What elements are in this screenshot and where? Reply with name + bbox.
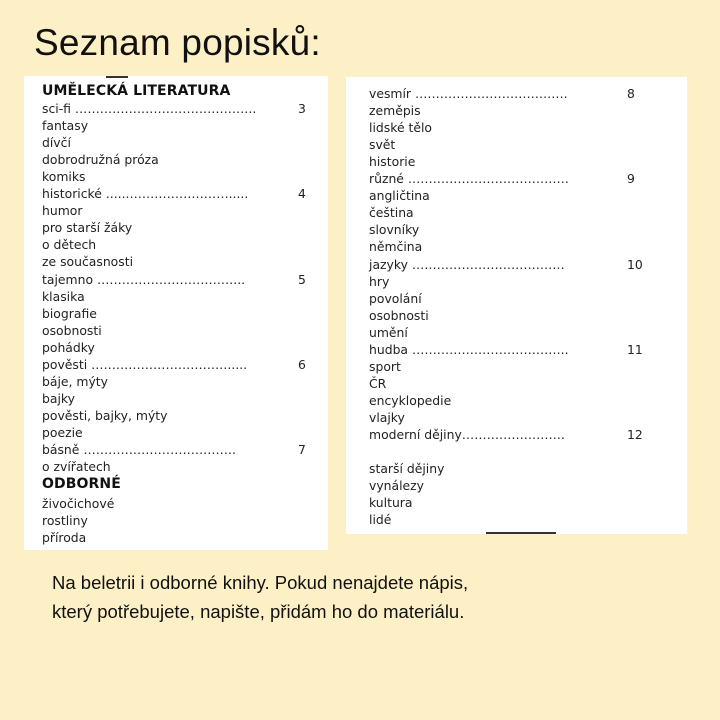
note-line-1: Na beletrii i odborné knihy. Pokud nenajdete nápis, [52, 572, 469, 593]
list-item [369, 426, 643, 443]
list-item-label: vlajky [369, 409, 405, 425]
list-item-label: angličtina [369, 188, 430, 204]
list-item [369, 511, 391, 528]
list-item [42, 271, 306, 288]
page-number: 4 [298, 186, 306, 202]
list-item [42, 151, 159, 168]
list-item-label: zeměpis [369, 103, 421, 119]
list-item-label: různé ………………………………… [369, 171, 569, 187]
list-item [369, 341, 643, 358]
list-item [42, 236, 96, 253]
list-item [369, 307, 429, 324]
list-item [42, 134, 71, 151]
list-item [369, 290, 422, 307]
list-item [42, 356, 306, 373]
list-item-label: biografie [42, 305, 97, 321]
list-item [369, 477, 424, 494]
list-item-label: fantasy [42, 118, 89, 134]
list-item [42, 529, 86, 546]
list-item [369, 153, 415, 170]
list-item-label: historické ......……………………..... [42, 186, 249, 202]
list-item-label: hudba ……………………………….. [369, 341, 569, 357]
list-item-label: tajemno ……………………………... [42, 271, 246, 287]
list-item-label: příroda [42, 530, 87, 546]
list-item [369, 460, 444, 477]
list-item-label: slovníky [369, 222, 420, 238]
list-item [42, 512, 88, 529]
list-item-label: sci-fi …………………………………….. [42, 101, 257, 116]
list-item [369, 324, 408, 341]
list-item-label: báje, mýty [42, 373, 108, 389]
list-item [369, 392, 451, 409]
list-item-label: humor [42, 203, 83, 219]
label-list-left-panel [24, 76, 328, 550]
list-item [42, 185, 306, 202]
list-item-label: poezie [42, 424, 83, 440]
list-item [42, 100, 306, 117]
list-item [369, 409, 405, 426]
list-item-label: pohádky [42, 339, 95, 355]
list-item-label: lidé [369, 512, 392, 528]
list-item [369, 358, 401, 375]
list-item-label: živočichové [42, 496, 115, 512]
list-item-label: svět [369, 137, 396, 153]
list-item-label: o dětech [42, 237, 97, 253]
list-item [42, 322, 102, 339]
list-item [369, 119, 432, 136]
bottom-note [52, 568, 692, 626]
list-item [369, 102, 421, 119]
list-item [369, 85, 635, 102]
list-item [369, 273, 389, 290]
list-item-label: klasika [42, 288, 85, 304]
list-item [42, 458, 111, 475]
fiction-heading: UMĚLECKÁ LITERATURA [42, 83, 231, 99]
list-item-label: dobrodružná próza [42, 152, 159, 168]
list-item [42, 407, 167, 424]
slide-title: Seznam popisků: [34, 22, 321, 63]
list-item-label: ČR [369, 375, 387, 391]
list-item [42, 390, 75, 407]
list-item [42, 288, 85, 305]
list-item-label: umění [369, 324, 408, 340]
list-item-label: čeština [369, 205, 414, 221]
scan-crop-mark [486, 532, 556, 534]
list-item [42, 305, 97, 322]
list-item [369, 187, 430, 204]
page-number: 9 [627, 171, 635, 187]
list-item [42, 168, 85, 185]
list-item-label: povolání [369, 290, 422, 306]
list-item [369, 170, 635, 187]
list-item-label: kultura [369, 495, 413, 511]
list-item-label: hry [369, 273, 390, 289]
list-item-label: bajky [42, 390, 75, 406]
list-item-label: němčina [369, 239, 423, 255]
label-list-right-panel [346, 77, 687, 534]
note-line-2: který potřebujete, napište, přidám ho do materiálu. [52, 601, 465, 622]
list-item-label: jazyky ………………………………. [369, 256, 565, 272]
list-item [369, 256, 643, 273]
list-item [42, 219, 132, 236]
list-item [42, 424, 83, 441]
list-item [369, 204, 414, 221]
page-number: 8 [627, 86, 635, 101]
list-item [369, 221, 419, 238]
list-item-label: o zvířatech [42, 459, 111, 475]
list-item [369, 136, 395, 153]
list-item-label: osobnosti [369, 307, 429, 323]
list-item-label: ze současnosti [42, 254, 134, 270]
page-number: 10 [627, 256, 643, 272]
page-number: 12 [627, 427, 643, 442]
list-item-label: pro starší žáky [42, 220, 133, 236]
nonfiction-heading: ODBORNÉ [42, 476, 121, 493]
page-number: 6 [298, 356, 306, 372]
list-item-label: komiks [42, 169, 86, 185]
list-item [369, 238, 422, 255]
list-item [369, 375, 386, 392]
list-item-label: vynálezy [369, 478, 425, 494]
list-item-label: historie [369, 154, 416, 170]
list-item-label: pověsti, bajky, mýty [42, 407, 168, 423]
list-item-label: pověsti ……………………………..... [42, 356, 248, 372]
page-number: 5 [298, 271, 306, 287]
list-item-label: lidské tělo [369, 120, 433, 136]
list-item-label: vesmír ………………………………. [369, 86, 568, 101]
list-item-label: osobnosti [42, 322, 102, 338]
page-number: 3 [298, 101, 306, 116]
list-item [42, 253, 133, 270]
list-item [42, 441, 306, 458]
list-item-label: rostliny [42, 513, 88, 529]
list-item-label: starší dějiny [369, 461, 445, 477]
list-item-label: moderní dějiny……………………. [369, 427, 565, 442]
list-item-label: encyklopedie [369, 392, 452, 408]
list-item [42, 339, 95, 356]
list-item [369, 494, 413, 511]
page-number: 11 [627, 341, 643, 357]
scan-crop-mark [106, 76, 128, 78]
list-item [42, 117, 88, 134]
page-number: 7 [298, 442, 306, 457]
list-item-label: sport [369, 358, 401, 374]
list-item [42, 495, 114, 512]
list-item-label: básně ………………………………. [42, 442, 236, 457]
list-item [42, 202, 82, 219]
list-item [42, 373, 108, 390]
list-item-label: dívčí [42, 135, 71, 151]
